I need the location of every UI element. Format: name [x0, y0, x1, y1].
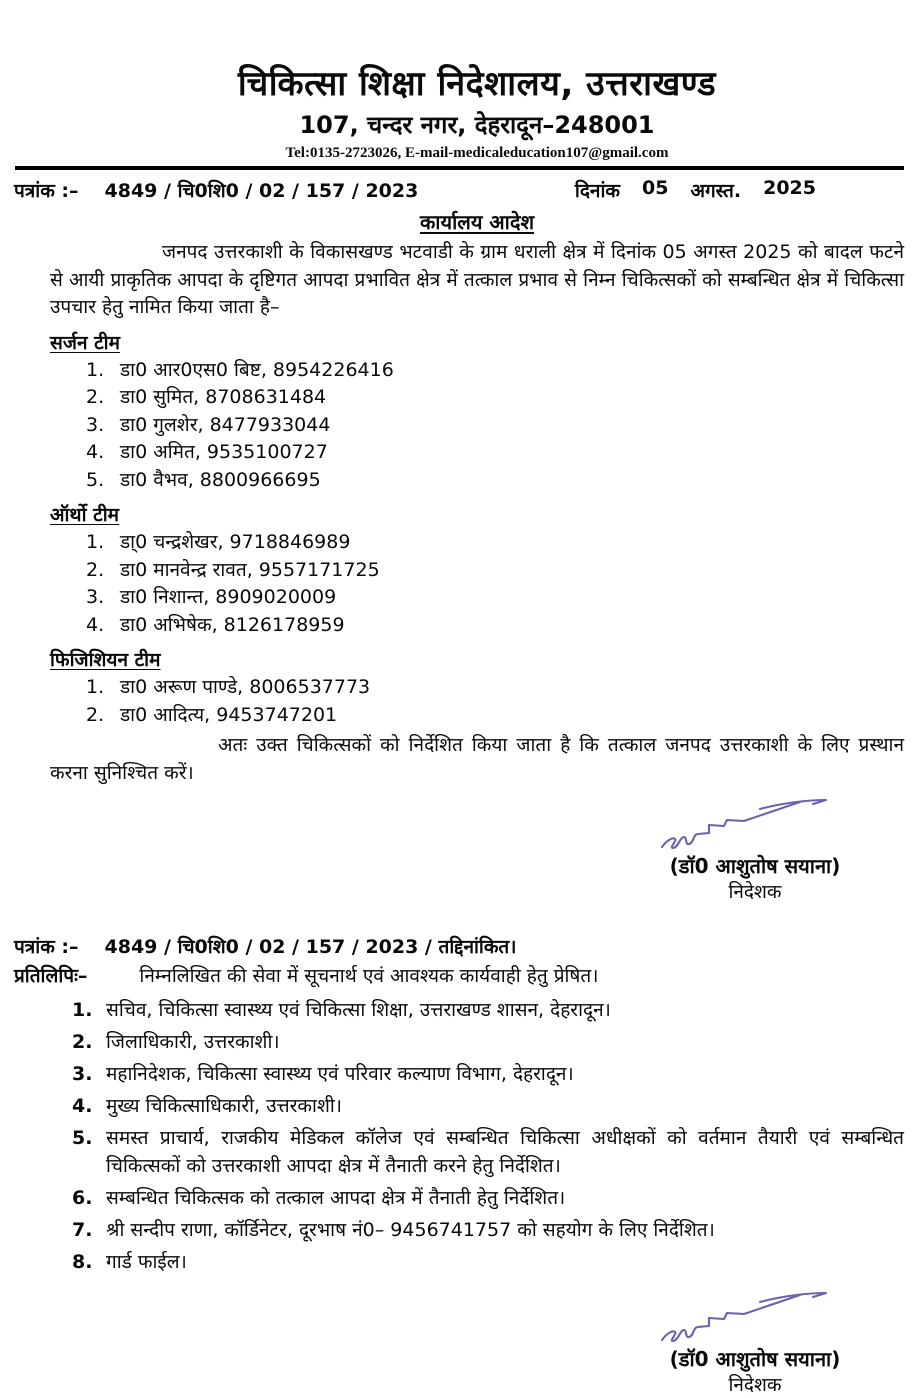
list-item: समस्त प्राचार्य, राजकीय मेडिकल कॉलेज एवं सम्बन्धित चिकित्सा अधीक्षकों को वर्तमान तैयारी एवं सम्बन्धित चिकित्सकों को उत्तरकाशी आपदा क्षेत्र में तैनाती करने हेतु निर्देशित।: [106, 1127, 904, 1177]
copy-to-label: प्रतिलिपिः–: [14, 965, 88, 987]
signature-block-top: [605, 795, 905, 905]
ref2-number: 4849 / चि0शि0 / 02 / 157 / 2023 / तद्दिनांकित।: [104, 936, 517, 958]
surgeon-team-list: [86, 357, 904, 495]
organization-name: चिकित्सा शिक्षा निदेशालय, उत्तराखण्ड: [237, 64, 717, 104]
list-item: महानिदेशक, चिकित्सा स्वास्थ्य एवं परिवार कल्याण विभाग, देहरादून।: [106, 1063, 574, 1085]
team-heading-surgeon: सर्जन टीम: [50, 331, 120, 354]
date-year: 2025: [763, 177, 816, 199]
list-item: सचिव, चिकित्सा स्वास्थ्य एवं चिकित्सा शिक्षा, उत्तराखण्ड शासन, देहरादून।: [106, 999, 611, 1021]
subject-heading: कार्यालय आदेश: [419, 210, 535, 234]
team-heading-physician: फिजिशियन टीम: [50, 649, 161, 671]
signatory-title: निदेशक: [728, 881, 782, 903]
list-item: डा्0 चन्द्रशेखर, 9718846989: [120, 531, 351, 553]
opening-paragraph: जनपद उत्तरकाशी के विकासखण्ड भटवाडी के ग्राम धराली क्षेत्र में दिनांक 05 अगस्त 2025 को बादल फटने से आयी प्राकृतिक आपदा के दृष्टिगत आपदा प्रभावित क्षेत्र में तत्काल प्रभाव से निम्न चिकित्सकों को सम्बन्धित क्षेत्र में चिकित्सा उपचार हेतु नामित किया जाता है–: [50, 241, 904, 318]
closing-paragraph: अतः उक्त चिकित्सकों को निर्देशित किया जाता है कि तत्काल जनपद उत्तरकाशी के लिए प्रस्थान करना सुनिश्चित करें।: [50, 734, 904, 784]
signature-ink: [648, 795, 863, 857]
list-item: गार्ड फाईल।: [106, 1251, 187, 1273]
signatory-name: (डॉ0 आशुतोष सयाना): [669, 1347, 841, 1371]
reference-date-row: [14, 177, 904, 203]
list-item: जिलाधिकारी, उत्तरकाशी।: [106, 1031, 280, 1053]
organization-address: 107, चन्दर नगर, देहरादून–248001: [299, 111, 655, 139]
list-item: डा0 अभिषेक, 8126178959: [120, 613, 345, 636]
list-item: डा0 आदित्य, 9453747201: [120, 703, 338, 726]
ref-label: पत्रांक :–: [14, 180, 79, 202]
list-item: डा0 सुमित, 8708631484: [120, 386, 327, 408]
list-item: श्री सन्दीप राणा, कॉर्डिनेटर, दूरभाष नं0– 9456741757 को सहयोग के लिए निर्देशित।: [106, 1219, 715, 1241]
list-item: डा0 वैभव, 8800966695: [120, 468, 321, 491]
ref2-label: पत्रांक :–: [14, 936, 79, 958]
signature-ink: [648, 1288, 863, 1350]
letterhead-divider: [15, 166, 904, 170]
date-month: अगस्त.: [690, 180, 742, 202]
date-day: 05: [642, 177, 669, 199]
reference-row-2: [14, 933, 904, 959]
signatory-name: (डॉ0 आशुतोष सयाना): [669, 854, 841, 878]
date-label: दिनांक: [574, 180, 620, 202]
list-item: डा0 अरूण पाण्डे, 8006537773: [120, 676, 371, 698]
list-item: मुख्य चिकित्साधिकारी, उत्तरकाशी।: [106, 1095, 342, 1117]
letterhead: [50, 62, 904, 163]
signature-block-bottom: [605, 1288, 905, 1398]
team-heading-ortho: ऑर्थो टीम: [50, 504, 119, 526]
list-item: डा0 आर0एस0 बिष्ट, 8954226416: [120, 358, 394, 381]
list-item: डा0 मानवेन्द्र रावत, 9557171725: [120, 558, 380, 581]
ortho-team-list: [86, 529, 904, 639]
list-item: सम्बन्धित चिकित्सक को तत्काल आपदा क्षेत्र में तैनाती हेतु निर्देशित।: [106, 1187, 566, 1209]
ref-number: 4849 / चि0शि0 / 02 / 157 / 2023: [104, 180, 419, 202]
list-item: डा0 अमित, 9535100727: [120, 441, 328, 463]
list-item: डा0 निशान्त, 8909020009: [120, 586, 337, 608]
copy-to-intro: निम्नलिखित की सेवा में सूचनार्थ एवं आवश्यक कार्यवाही हेतु प्रेषित।: [139, 965, 599, 987]
signatory-title: निदेशक: [728, 1374, 782, 1396]
date-group: [575, 177, 816, 203]
organization-contact: Tel:0135-2723026, E-mail-medicaleducation107@gmail.com: [285, 145, 669, 161]
copy-recipient-list: [72, 996, 904, 1276]
copy-to-row: [14, 962, 904, 988]
list-item: डा0 गुलशेर, 8477933044: [120, 413, 331, 436]
physician-team-list: [86, 674, 904, 729]
